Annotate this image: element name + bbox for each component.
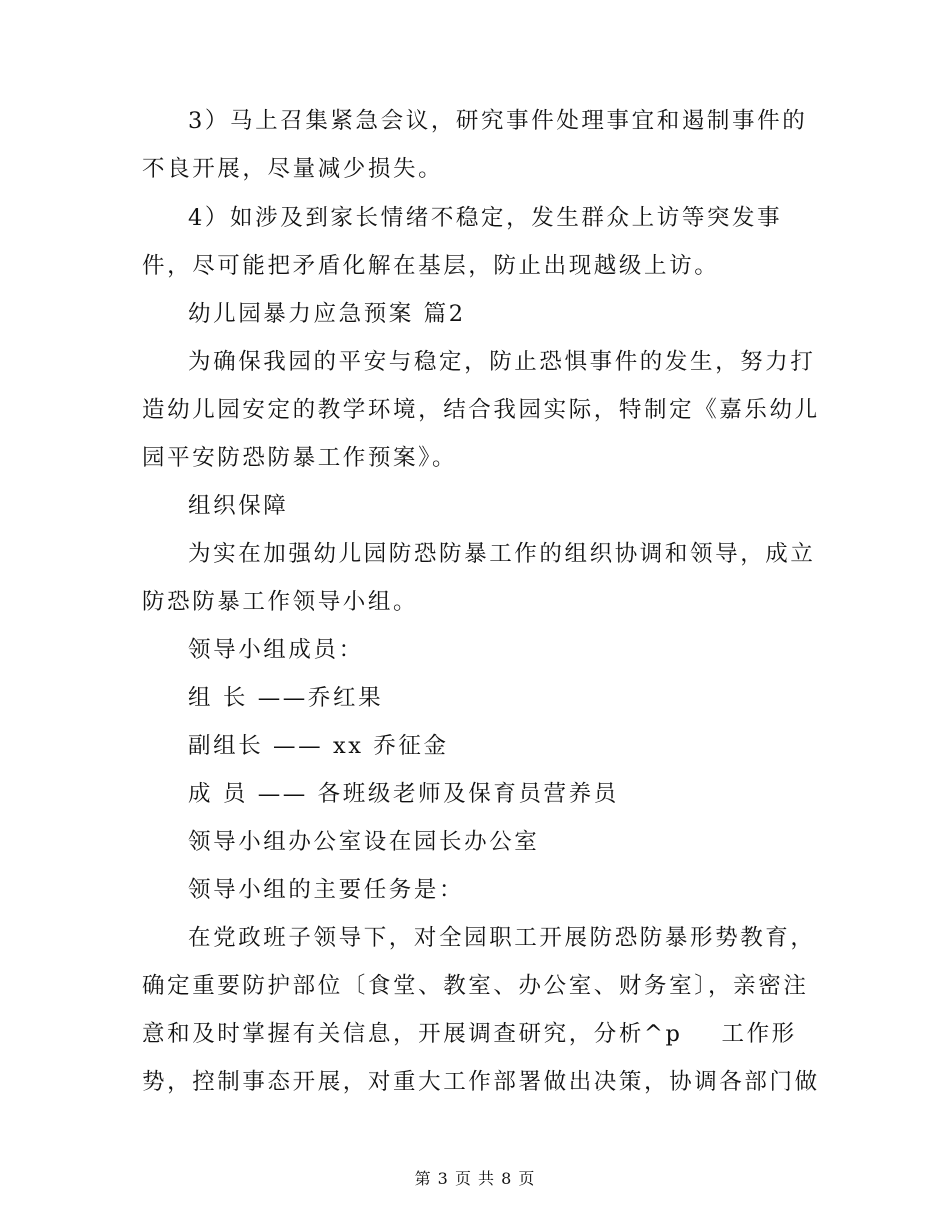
paragraph-line: 确定重要防护部位〔食堂、教室、办公室、财务室〕，亲密注 [142,973,809,999]
paragraph-line: 园平安防恐防暴工作预案》。 [142,445,458,471]
paragraph-line: 3）马上召集紧急会议，研究事件处理事宜和遏制事件的 [188,108,808,134]
page-number-footer: 第 3 页 共 8 页 [414,1169,536,1188]
paragraph-line: 造幼儿园安定的教学环境，结合我园实际，特制定《嘉乐幼儿 [142,397,820,423]
paragraph-line: 为实在加强幼儿园防恐防暴工作的组织协调和领导，成立 [188,541,816,567]
paragraph-line: 为确保我园的平安与稳定，防止恐惧事件的发生，努力打 [188,349,816,375]
paragraph-line: 意和及时掌握有关信息，开展调查研究，分析^p 工作形 [142,1021,797,1047]
member-line: 成 员 —— 各班级老师及保育员营养员 [188,781,619,807]
paragraph-line: 4）如涉及到家长情绪不稳定，发生群众上访等突发事 [188,205,783,231]
paragraph-line: 势，控制事态开展，对重大工作部署做出决策，协调各部门做 [142,1069,820,1095]
paragraph-line: 件，尽可能把矛盾化解在基层，防止出现越级上访。 [142,253,720,279]
member-line: 副组长 —— xx 乔征金 [188,733,449,759]
section-heading: 幼儿园暴力应急预案 篇2 [188,301,466,327]
paragraph-line: 领导小组的主要任务是： [188,877,465,903]
paragraph-line: 在党政班子领导下，对全园职工开展防恐防暴形势教育， [188,925,816,951]
subsection-heading: 组织保障 [188,493,289,519]
paragraph-line: 防恐防暴工作领导小组。 [142,589,419,615]
paragraph-line: 领导小组办公室设在园长办公室 [188,829,540,855]
paragraph-line: 领导小组成员： [188,637,364,663]
member-line: 组 长 ——乔红果 [188,685,384,711]
paragraph-line: 不良开展，尽量减少损失。 [142,156,444,182]
